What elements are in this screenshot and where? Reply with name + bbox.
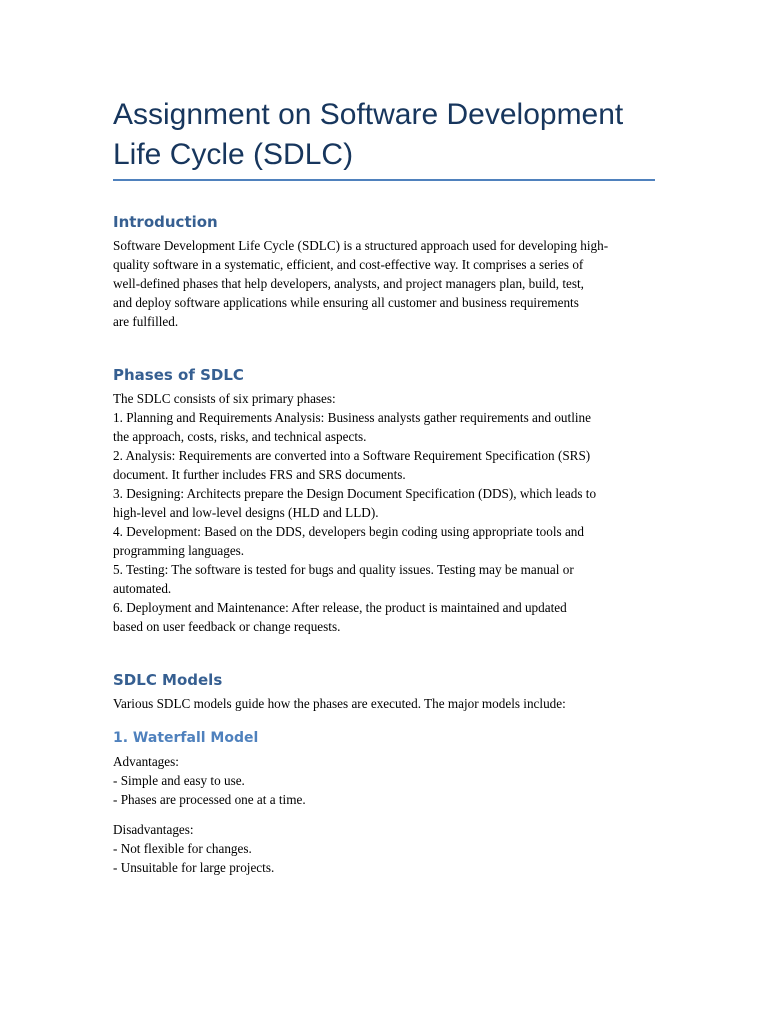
text-line: The SDLC consists of six primary phases:	[113, 391, 336, 406]
text-line: 2. Analysis: Requirements are converted into a Software Requirement Specification (SRS)	[113, 448, 591, 463]
text-line: well-defined phases that help developers, analysts, and project managers plan, build, test,	[113, 276, 584, 291]
list-item: - Simple and easy to use.	[113, 773, 245, 788]
text-line: Various SDLC models guide how the phases are executed. The major models include:	[113, 696, 566, 711]
document-title: Assignment on Software Development Life Cycle (SDLC)	[113, 98, 624, 171]
paragraph-phases	[113, 389, 655, 636]
heading-phases: Phases of SDLC	[113, 366, 244, 384]
text-line: quality software in a systematic, efficient, and cost-effective way. It comprises a series of	[113, 257, 584, 272]
text-line: based on user feedback or change requests.	[113, 619, 341, 634]
paragraph-sdlc-models	[113, 694, 655, 713]
text-line: and deploy software applications while ensuring all customer and business requirements	[113, 295, 579, 310]
text-line: Software Development Life Cycle (SDLC) is a structured approach used for developing high-	[113, 238, 609, 253]
text-line: high-level and low-level designs (HLD and LLD).	[113, 505, 379, 520]
section-disadvantages	[113, 820, 655, 877]
text-line: Advantages:	[113, 754, 179, 769]
heading-sdlc-models: SDLC Models	[113, 671, 223, 689]
section-sdlc-models	[113, 670, 655, 713]
paragraph-introduction	[113, 236, 655, 331]
list-item: - Phases are processed one at a time.	[113, 792, 306, 807]
title-underline	[113, 179, 655, 181]
text-line: 6. Deployment and Maintenance: After release, the product is maintained and updated	[113, 600, 567, 615]
list-item: - Not flexible for changes.	[113, 841, 252, 856]
text-line: automated.	[113, 581, 172, 596]
paragraph-disadvantages	[113, 820, 655, 877]
list-item: - Unsuitable for large projects.	[113, 860, 275, 875]
text-line: programming languages.	[113, 543, 245, 558]
text-line: the approach, costs, risks, and technical aspects.	[113, 429, 367, 444]
heading-introduction: Introduction	[113, 213, 218, 231]
text-line: are fulfilled.	[113, 314, 179, 329]
text-line: 1. Planning and Requirements Analysis: Business analysts gather requirements and outline	[113, 410, 591, 425]
text-line: Disadvantages:	[113, 822, 194, 837]
paragraph-advantages	[113, 752, 655, 809]
text-line: document. It further includes FRS and SRS documents.	[113, 467, 406, 482]
text-line: 5. Testing: The software is tested for bugs and quality issues. Testing may be manual or	[113, 562, 574, 577]
text-line: 3. Designing: Architects prepare the Design Document Specification (DDS), which leads to	[113, 486, 597, 501]
section-introduction	[113, 212, 655, 331]
heading-waterfall-model: 1. Waterfall Model	[113, 730, 259, 746]
section-phases	[113, 365, 655, 636]
section-waterfall-model	[113, 728, 655, 809]
text-line: 4. Development: Based on the DDS, developers begin coding using appropriate tools and	[113, 524, 584, 539]
